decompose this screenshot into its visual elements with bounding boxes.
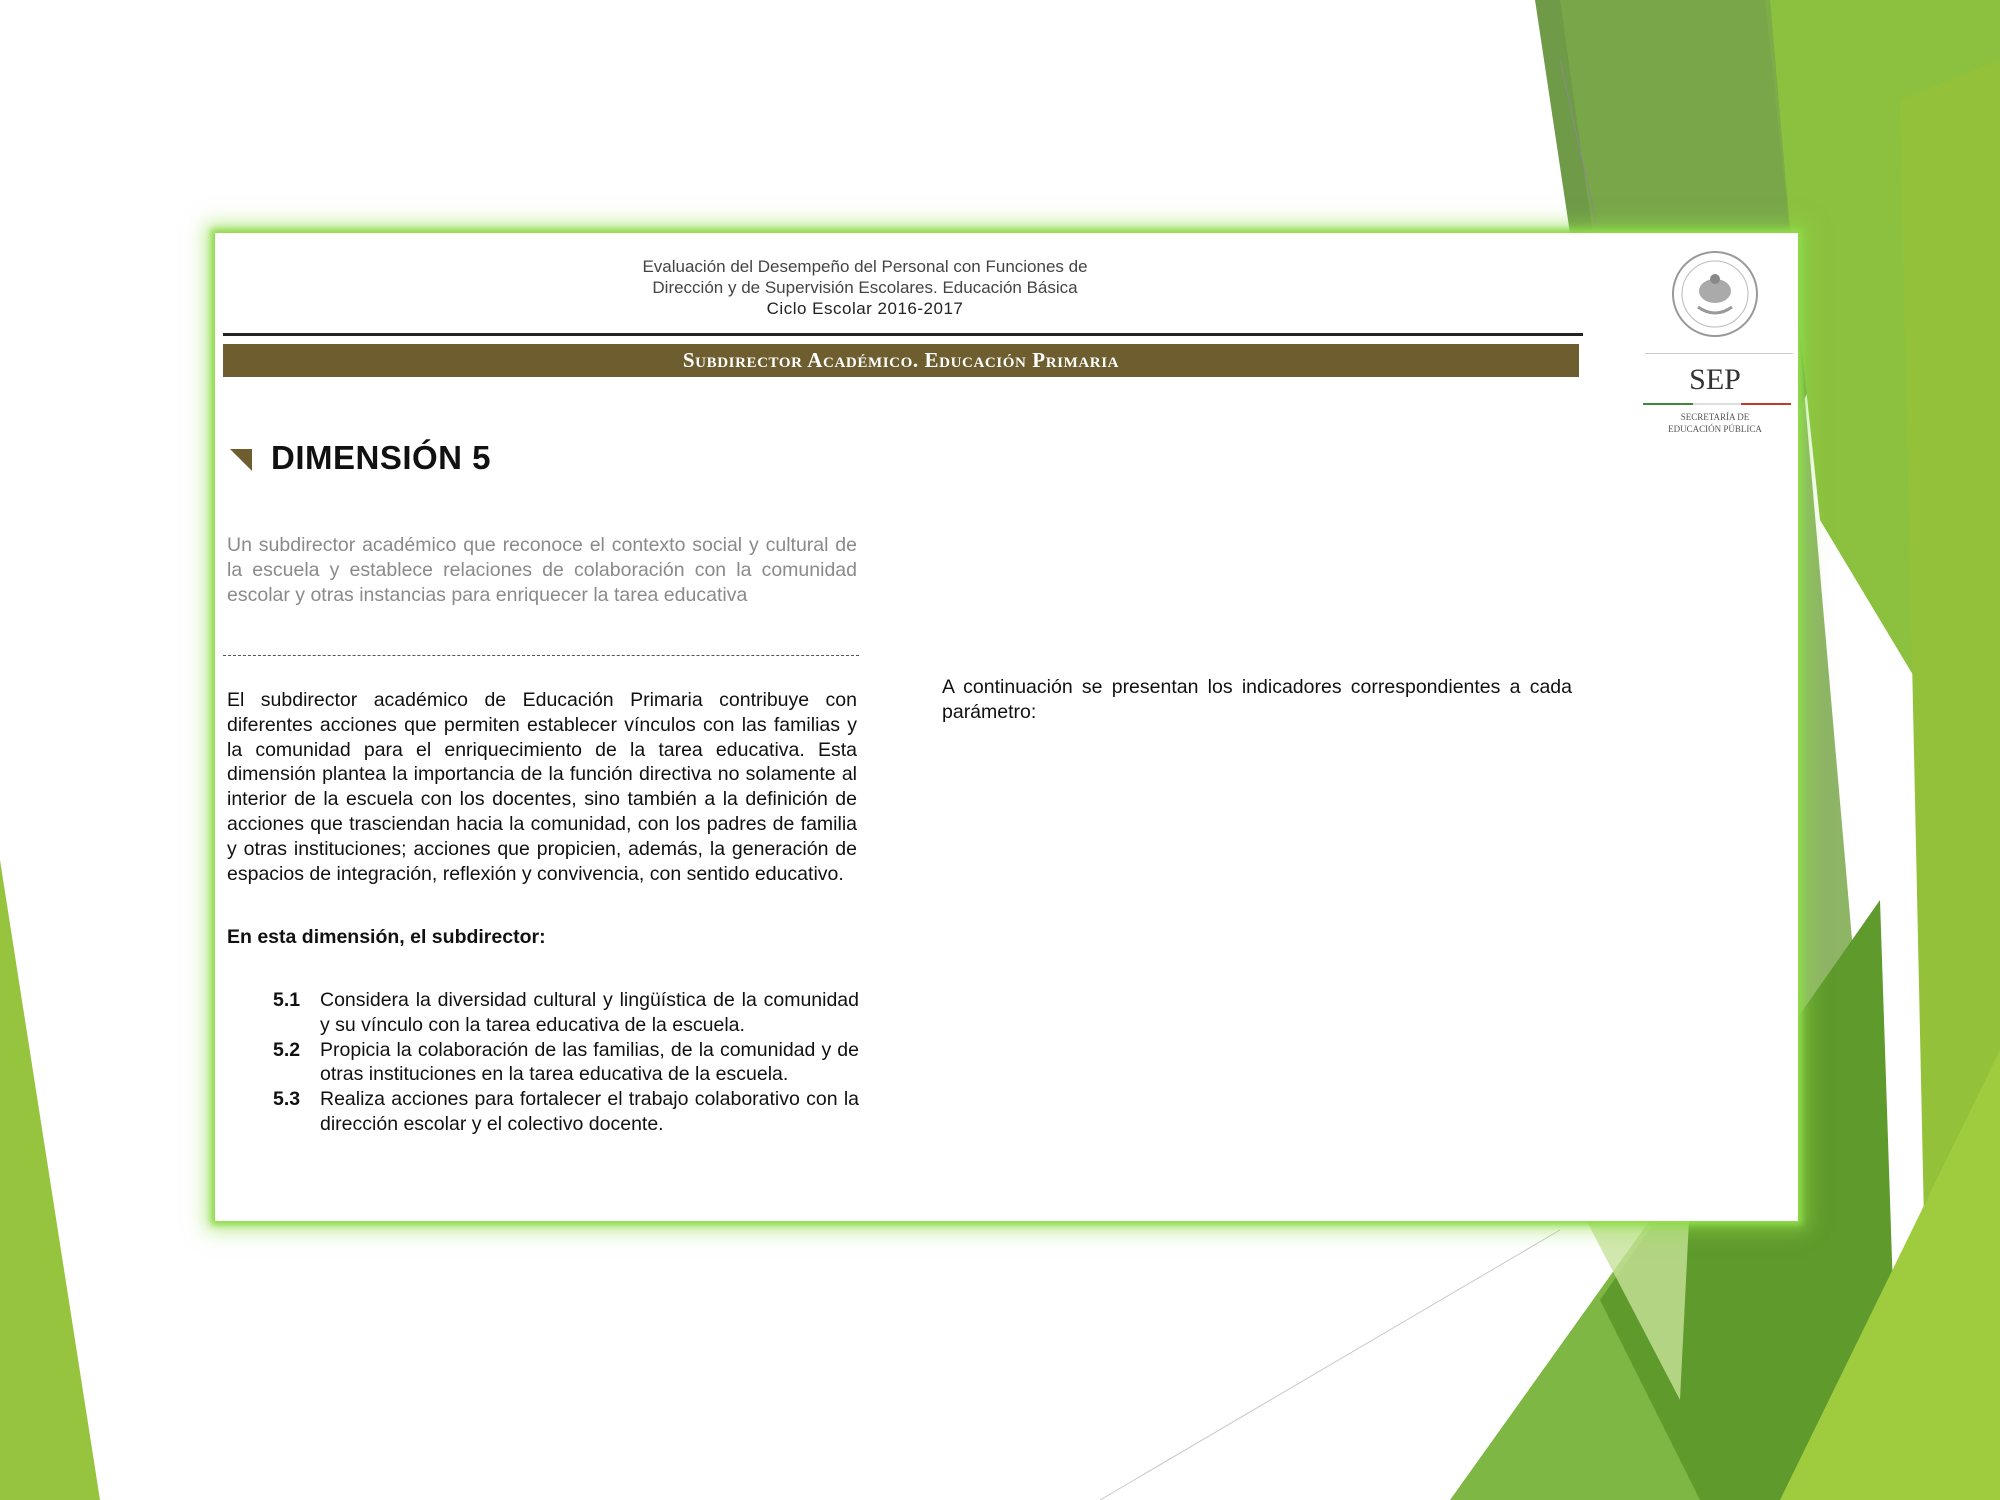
list-lead: En esta dimensión, el subdirector:: [227, 926, 546, 948]
item-text: Realiza acciones para fortalecer el trabajo colaborativo con la dirección escolar y el colectivo docente.: [320, 1088, 859, 1135]
header-line-2: Dirección y de Supervisión Escolares. Educación Básica: [652, 278, 1078, 297]
item-number: 5.3: [273, 1088, 301, 1111]
dimension-body: El subdirector académico de Educación Primaria contribuye con diferentes acciones que permiten establecer vínculos con las familias y la comunidad para el enriquecimiento de la tarea educativa. Esta dimensión plantea la importancia de la función directiva no solamente al interior de la escuela con los docentes, sino también a la definición de acciones que trasciendan hacia la comunidad, con los padres de familia y otras instituciones; acciones que propicien, además, la generación de espacios de integración, reflexión y convivencia, con sentido educativo.: [227, 689, 857, 885]
sep-subtitle-line-2: EDUCACIÓN PÚBLICA: [1668, 424, 1762, 434]
sep-subtitle: [1640, 411, 1790, 435]
item-text: Considera la diversidad cultural y lingüística de la comunidad y su vínculo con la tarea educativa de la escuela.: [320, 989, 859, 1036]
national-seal-icon: [1670, 249, 1760, 339]
list-item: [273, 1087, 859, 1137]
header-rule: [223, 333, 1583, 336]
logo-divider: [1645, 353, 1793, 354]
dimension-triangle-icon: [230, 449, 252, 471]
document-page: [215, 233, 1798, 1221]
green-facet-left: [0, 860, 100, 1500]
dashed-divider: [223, 655, 859, 656]
item-number: 5.1: [273, 989, 301, 1011]
indicators-intro: A continuación se presentan los indicadores correspondientes a cada parámetro:: [942, 676, 1572, 723]
sep-tricolor-rule: [1643, 403, 1791, 405]
parameter-list: [273, 988, 859, 1137]
header-line-1: Evaluación del Desempeño del Personal con Funciones de: [642, 257, 1088, 276]
dimension-intro: Un subdirector académico que reconoce el contexto social y cultural de la escuela y establece relaciones de colaboración con la comunidad escolar y otras instancias para enriquecer la tarea educativa: [227, 534, 857, 606]
dimension-title: DIMENSIÓN 5: [271, 439, 492, 476]
list-item: [273, 1038, 859, 1088]
document-header: [565, 256, 1165, 319]
item-text: Propicia la colaboración de las familias, de la comunidad y de otras instituciones en la tarea educativa de la escuela.: [320, 1038, 859, 1086]
item-number: 5.2: [273, 1038, 301, 1061]
sep-subtitle-line-1: SECRETARÍA DE: [1680, 412, 1750, 422]
section-band-title: Subdirector Académico. Educación Primaria: [223, 344, 1579, 377]
header-line-3: Ciclo Escolar 2016-2017: [766, 299, 964, 318]
sep-acronym: SEP: [1689, 363, 1741, 396]
list-item: [273, 988, 859, 1038]
